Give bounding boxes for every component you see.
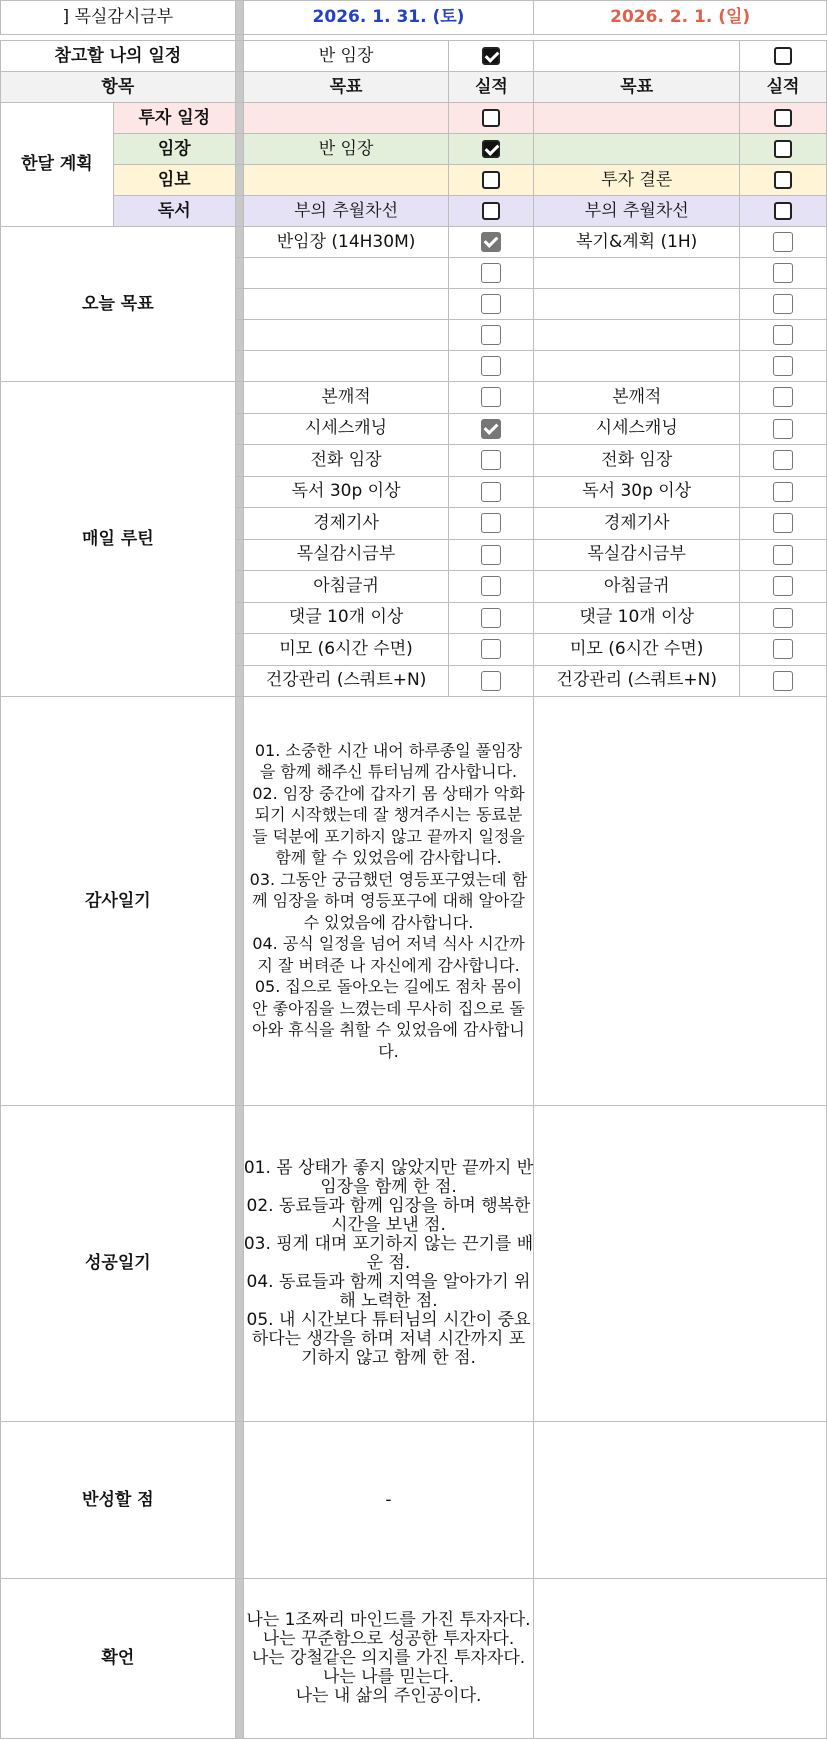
reflection-label: 반성할 점 <box>1 1422 236 1579</box>
routine-checkbox[interactable] <box>773 671 793 691</box>
monthly-row-name: 임보 <box>113 165 235 196</box>
header-result-day1: 실적 <box>449 72 534 103</box>
routine-item[interactable]: 본깨적 <box>243 382 449 414</box>
routine-checkbox[interactable] <box>481 671 501 691</box>
today-goal-checkbox[interactable] <box>481 325 501 345</box>
monthly-cell: 부의 추월차선 <box>243 196 449 227</box>
routine-item[interactable]: 전화 임장 <box>534 445 740 477</box>
today-goal-item[interactable] <box>243 320 449 351</box>
today-goal-item[interactable] <box>243 258 449 289</box>
routine-checkbox[interactable] <box>481 576 501 596</box>
today-goal-item[interactable] <box>243 351 449 382</box>
routine-item[interactable]: 건강관리 (스쿼트+N) <box>534 665 740 697</box>
monthly-cell <box>534 134 740 165</box>
affirmation-day1-text[interactable]: 나는 1조짜리 마인드를 가진 투자자다. 나는 꾸준함으로 성공한 투자자다. 나는 강철같은 의지를 가진 투자자다. 나는 나를 믿는다. 나는 내 삶의 주인공이다. <box>243 1579 534 1739</box>
today-goal-item[interactable] <box>534 351 740 382</box>
affirmation-label: 확언 <box>1 1579 236 1739</box>
success-label: 성공일기 <box>1 1106 236 1422</box>
reference-day2-checkbox[interactable] <box>774 47 792 65</box>
routine-checkbox[interactable] <box>773 608 793 628</box>
reference-label: 참고할 나의 일정 <box>1 41 236 72</box>
reference-day2-text <box>534 41 740 72</box>
today-goal-item[interactable] <box>534 320 740 351</box>
routine-item[interactable]: 경제기사 <box>534 508 740 540</box>
routine-item[interactable]: 시세스캐닝 <box>243 413 449 445</box>
routine-item[interactable]: 경제기사 <box>243 508 449 540</box>
today-goal-item[interactable]: 복기&계획 (1H) <box>534 227 740 258</box>
routine-item[interactable]: 댓글 10개 이상 <box>243 602 449 634</box>
routine-item[interactable]: 미모 (6시간 수면) <box>243 634 449 666</box>
gratitude-day1-text[interactable]: 01. 소중한 시간 내어 하루종일 풀임장을 함께 해주신 튜터님께 감사합니다. 02. 임장 중간에 갑자기 몸 상태가 악화되기 시작했는데 잘 챙겨주시는 동료분들 덕분에 포기하지 않고 끝까지 일정을 함께 할 수 있었음에 감사합니다. 03. 그동안 궁금했던 영등포구였는데 함께 임장을 하며 영등포구에 대해 알아갈 수 있었음에 감사합니다. 04. 공식 일정을 넘어 저녁 식사 시간까지 잘 버텨준 나 자신에게 감사합니다. 05. 집으로 돌아오는 길에도 점차 몸이 안 좋아짐을 느꼈는데 무사히 집으로 돌아와 휴식을 취할 수 있었음에 감사합니다. <box>249 740 528 1061</box>
monthly-cell <box>534 103 740 134</box>
routine-item[interactable]: 건강관리 (스쿼트+N) <box>243 665 449 697</box>
routine-item[interactable]: 본깨적 <box>534 382 740 414</box>
routine-checkbox[interactable] <box>773 513 793 533</box>
monthly-cell <box>243 103 449 134</box>
routine-checkbox[interactable] <box>773 387 793 407</box>
monthly-cell: 반 임장 <box>243 134 449 165</box>
today-goal-item[interactable] <box>243 289 449 320</box>
routine-checkbox[interactable] <box>481 482 501 502</box>
routine-item[interactable]: 미모 (6시간 수면) <box>534 634 740 666</box>
routine-checkbox[interactable] <box>481 513 501 533</box>
monthly-checkbox[interactable] <box>774 109 792 127</box>
sheet-title: ] 목실감시금부 <box>1 1 236 35</box>
date-day1: 2026. 1. 31. (토) <box>243 1 534 35</box>
header-goal-day2: 목표 <box>534 72 740 103</box>
header-goal-day1: 목표 <box>243 72 449 103</box>
routine-checkbox[interactable] <box>481 419 501 439</box>
monthly-plan-label: 한달 계획 <box>1 103 114 227</box>
routine-item[interactable]: 시세스캐닝 <box>534 413 740 445</box>
routine-checkbox[interactable] <box>481 608 501 628</box>
routine-checkbox[interactable] <box>773 450 793 470</box>
monthly-cell <box>243 165 449 196</box>
routine-checkbox[interactable] <box>773 419 793 439</box>
success-day2-text[interactable] <box>534 1106 827 1422</box>
today-goal-checkbox[interactable] <box>481 356 501 376</box>
routine-label: 매일 루틴 <box>1 382 236 697</box>
reference-day1-text: 반 임장 <box>243 41 449 72</box>
today-goal-item[interactable]: 반임장 (14H30M) <box>243 227 449 258</box>
monthly-row-name: 투자 일정 <box>113 103 235 134</box>
monthly-checkbox[interactable] <box>482 109 500 127</box>
routine-item[interactable]: 아침글귀 <box>243 571 449 603</box>
routine-checkbox[interactable] <box>773 482 793 502</box>
monthly-row-name: 임장 <box>113 134 235 165</box>
monthly-checkbox[interactable] <box>774 202 792 220</box>
header-result-day2: 실적 <box>740 72 827 103</box>
monthly-checkbox[interactable] <box>774 171 792 189</box>
monthly-cell: 투자 결론 <box>534 165 740 196</box>
today-goal-checkbox[interactable] <box>481 263 501 283</box>
routine-item[interactable]: 목실감시금부 <box>243 539 449 571</box>
routine-checkbox[interactable] <box>773 545 793 565</box>
reflection-day1-text[interactable]: - <box>243 1422 534 1579</box>
today-goal-item[interactable] <box>534 289 740 320</box>
routine-item[interactable]: 목실감시금부 <box>534 539 740 571</box>
today-goal-label: 오늘 목표 <box>1 227 236 382</box>
today-goal-checkbox[interactable] <box>773 325 793 345</box>
monthly-checkbox[interactable] <box>482 202 500 220</box>
routine-checkbox[interactable] <box>773 576 793 596</box>
gratitude-label: 감사일기 <box>1 697 236 1106</box>
gratitude-day2-text[interactable] <box>534 697 827 1106</box>
monthly-checkbox[interactable] <box>482 140 500 158</box>
monthly-row-name: 독서 <box>113 196 235 227</box>
routine-item[interactable]: 독서 30p 이상 <box>534 476 740 508</box>
date-day2: 2026. 2. 1. (일) <box>534 1 827 35</box>
today-goal-checkbox[interactable] <box>773 294 793 314</box>
routine-item[interactable]: 독서 30p 이상 <box>243 476 449 508</box>
today-goal-item[interactable] <box>534 258 740 289</box>
today-goal-checkbox[interactable] <box>773 232 793 252</box>
reflection-day2-text[interactable] <box>534 1422 827 1579</box>
header-item: 항목 <box>1 72 236 103</box>
today-goal-checkbox[interactable] <box>773 263 793 283</box>
routine-item[interactable]: 전화 임장 <box>243 445 449 477</box>
routine-checkbox[interactable] <box>481 639 501 659</box>
success-day1-text[interactable]: 01. 몸 상태가 좋지 않았지만 끝까지 반임장을 함께 한 점. 02. 동료들과 함께 임장을 하며 행복한 시간을 보낸 점. 03. 핑게 대며 포기하지 않는 끈기를 배운 점. 04. 동료들과 함께 지역을 알아가기 위해 노력한 점. 05. 내 시간보다 튜터님의 시간이 중요하다는 생각을 하며 저녁 시간까지 포기하지 않고 함께 한 점. <box>243 1106 534 1422</box>
today-goals-section <box>1 227 827 382</box>
routine-checkbox[interactable] <box>481 387 501 407</box>
routine-checkbox[interactable] <box>481 450 501 470</box>
affirmation-day2-text[interactable] <box>534 1579 827 1739</box>
monthly-cell: 부의 추월차선 <box>534 196 740 227</box>
routine-checkbox[interactable] <box>481 545 501 565</box>
today-goal-checkbox[interactable] <box>481 294 501 314</box>
routine-section <box>1 382 827 697</box>
reference-day1-checkbox[interactable] <box>482 47 500 65</box>
today-goal-checkbox[interactable] <box>481 232 501 252</box>
today-goal-checkbox[interactable] <box>773 356 793 376</box>
routine-checkbox[interactable] <box>773 639 793 659</box>
monthly-checkbox[interactable] <box>482 171 500 189</box>
routine-item[interactable]: 아침글귀 <box>534 571 740 603</box>
routine-item[interactable]: 댓글 10개 이상 <box>534 602 740 634</box>
monthly-checkbox[interactable] <box>774 140 792 158</box>
